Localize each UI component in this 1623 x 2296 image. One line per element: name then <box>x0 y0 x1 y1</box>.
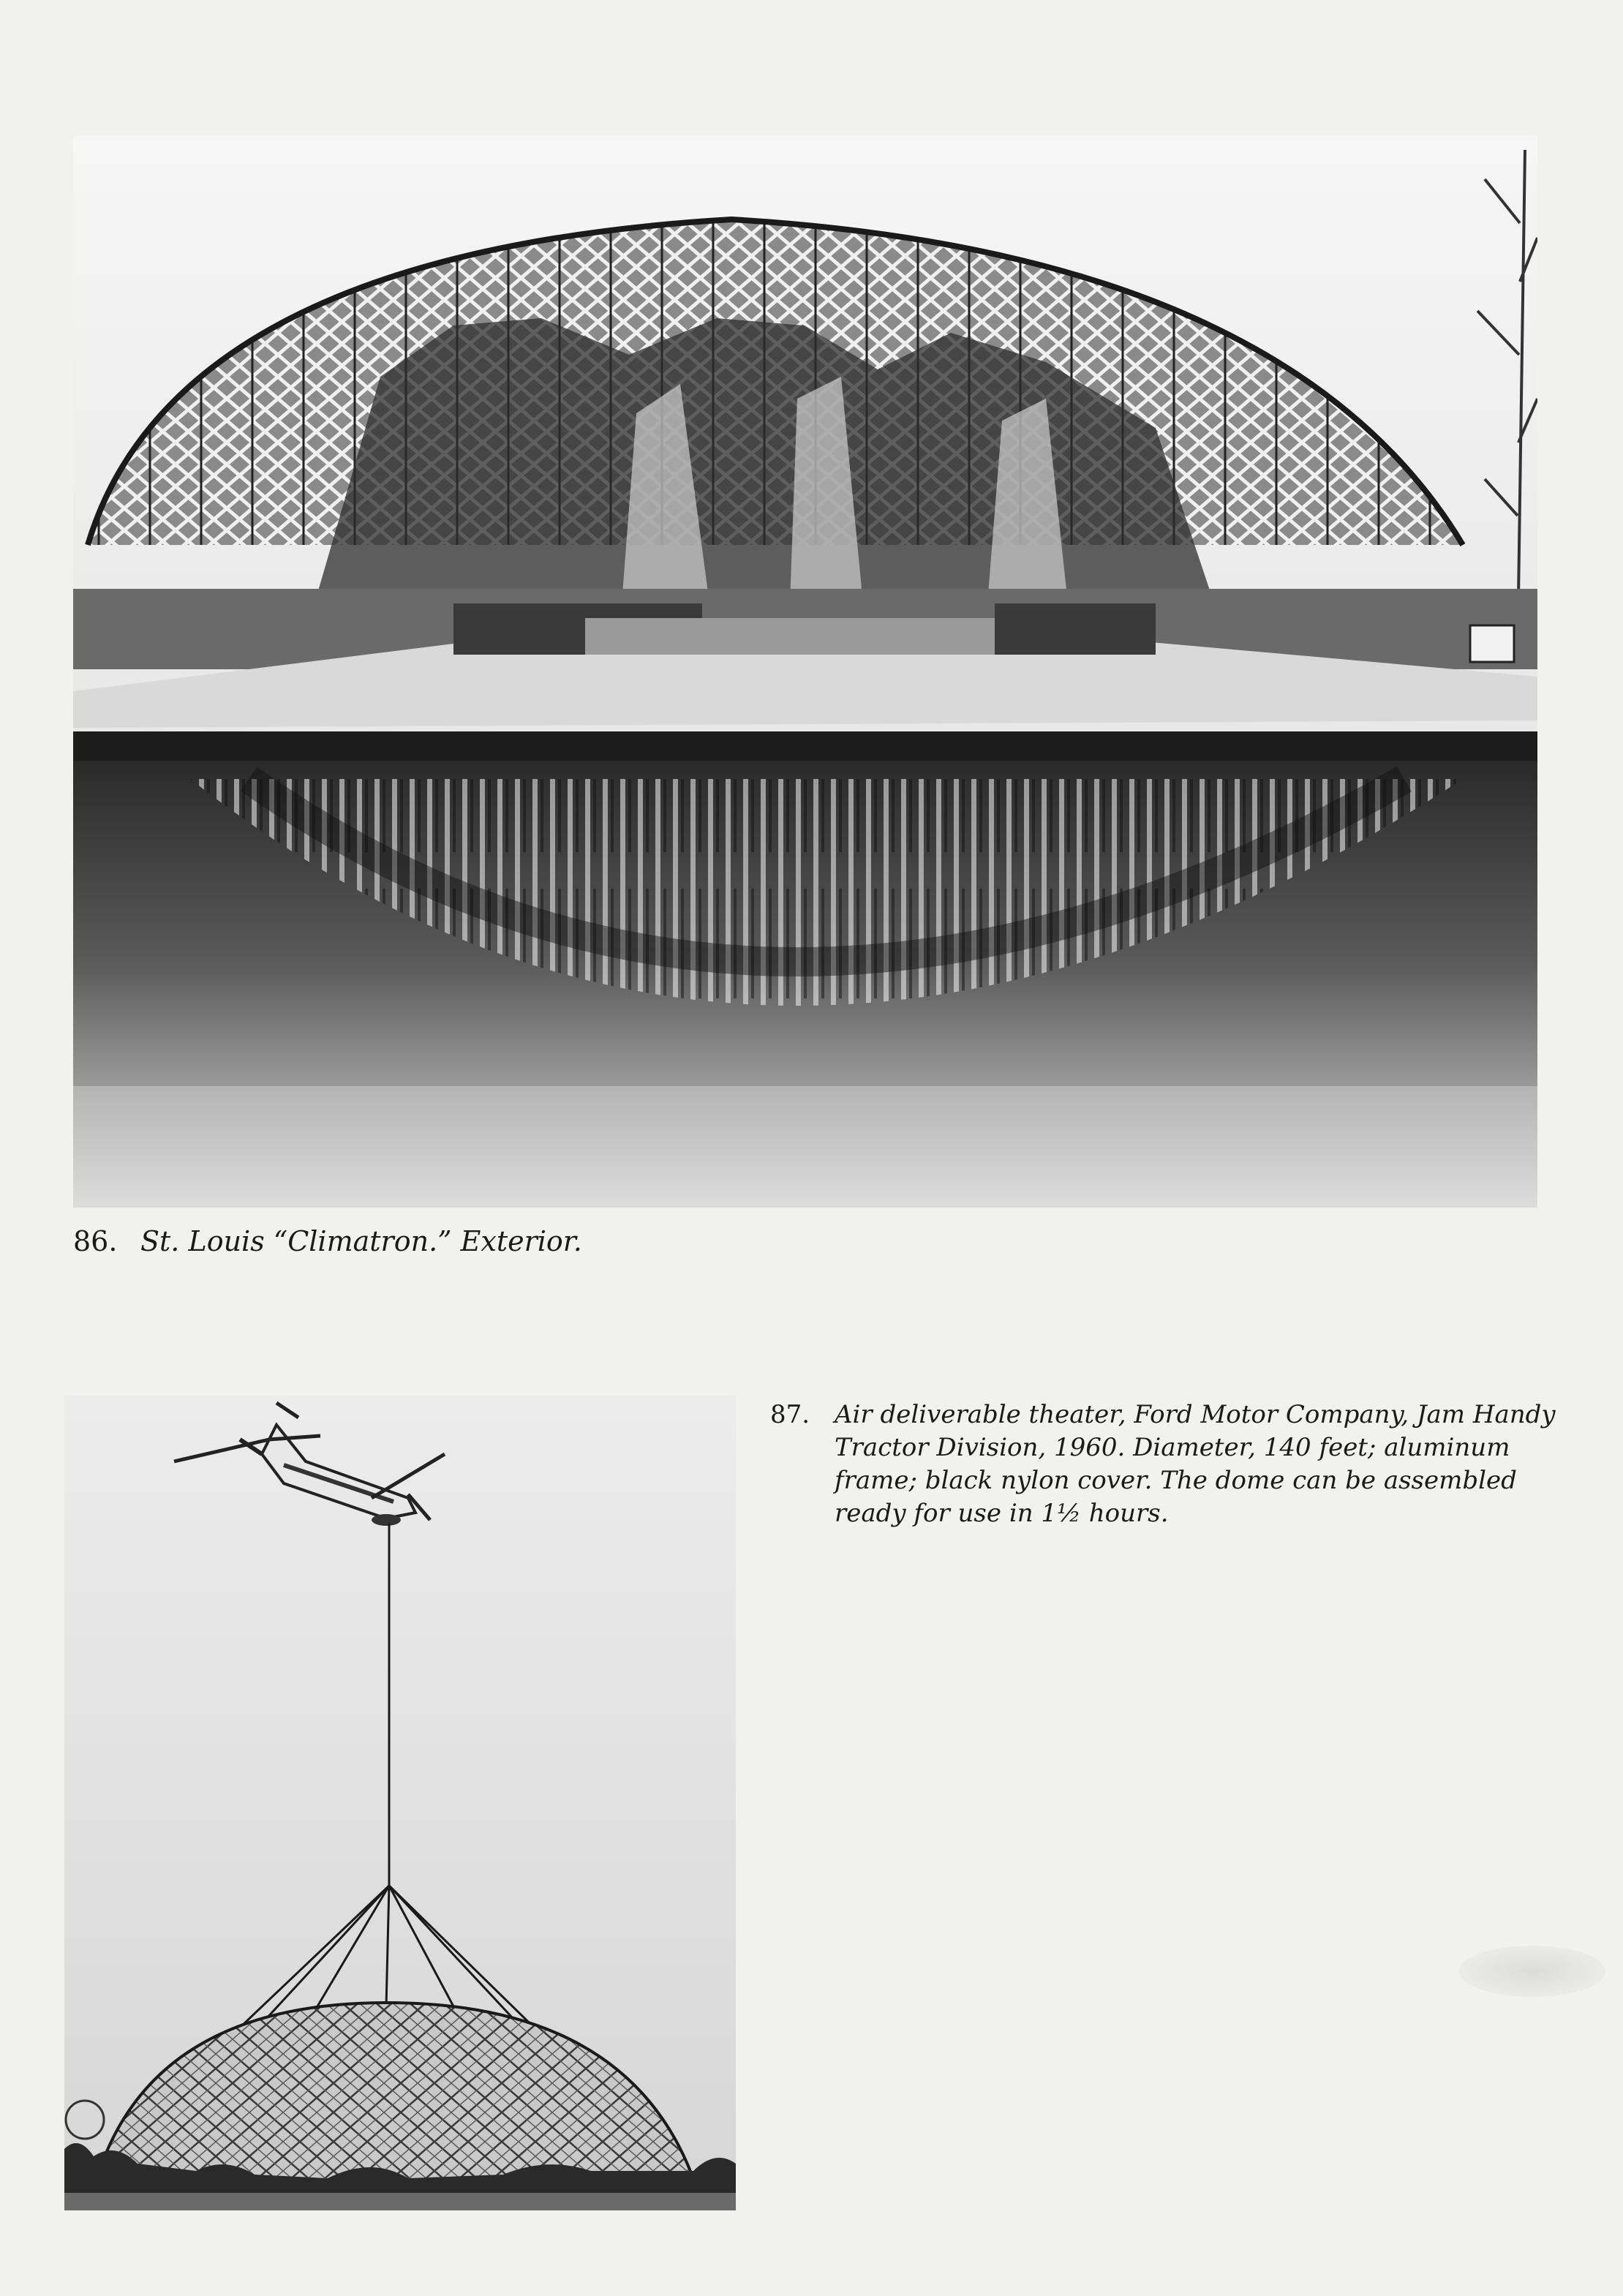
figure-86-caption-text: St. Louis “Climatron.” Exterior. <box>140 1225 582 1257</box>
caption-line: frame; black nylon cover. The dome can be assembled <box>835 1466 1517 1495</box>
figure-87-caption <box>770 1399 1556 1530</box>
figure-86-number: 86. <box>73 1225 118 1257</box>
caption-line: Air deliverable theater, Ford Motor Company, Jam Handy <box>835 1400 1556 1429</box>
figure-86-photo <box>73 135 1537 1208</box>
figure-87-photo <box>64 1396 736 2210</box>
climatron-dome-image <box>73 135 1537 1208</box>
figure-87-caption-text <box>835 1399 1556 1530</box>
helicopter-dome-image <box>64 1396 736 2210</box>
paper-stain <box>1459 1946 1605 1997</box>
figure-87-number: 87. <box>770 1400 810 1429</box>
caption-line: Tractor Division, 1960. Diameter, 140 feet; aluminum <box>835 1433 1510 1462</box>
caption-line: ready for use in 1½ hours. <box>835 1499 1169 1528</box>
